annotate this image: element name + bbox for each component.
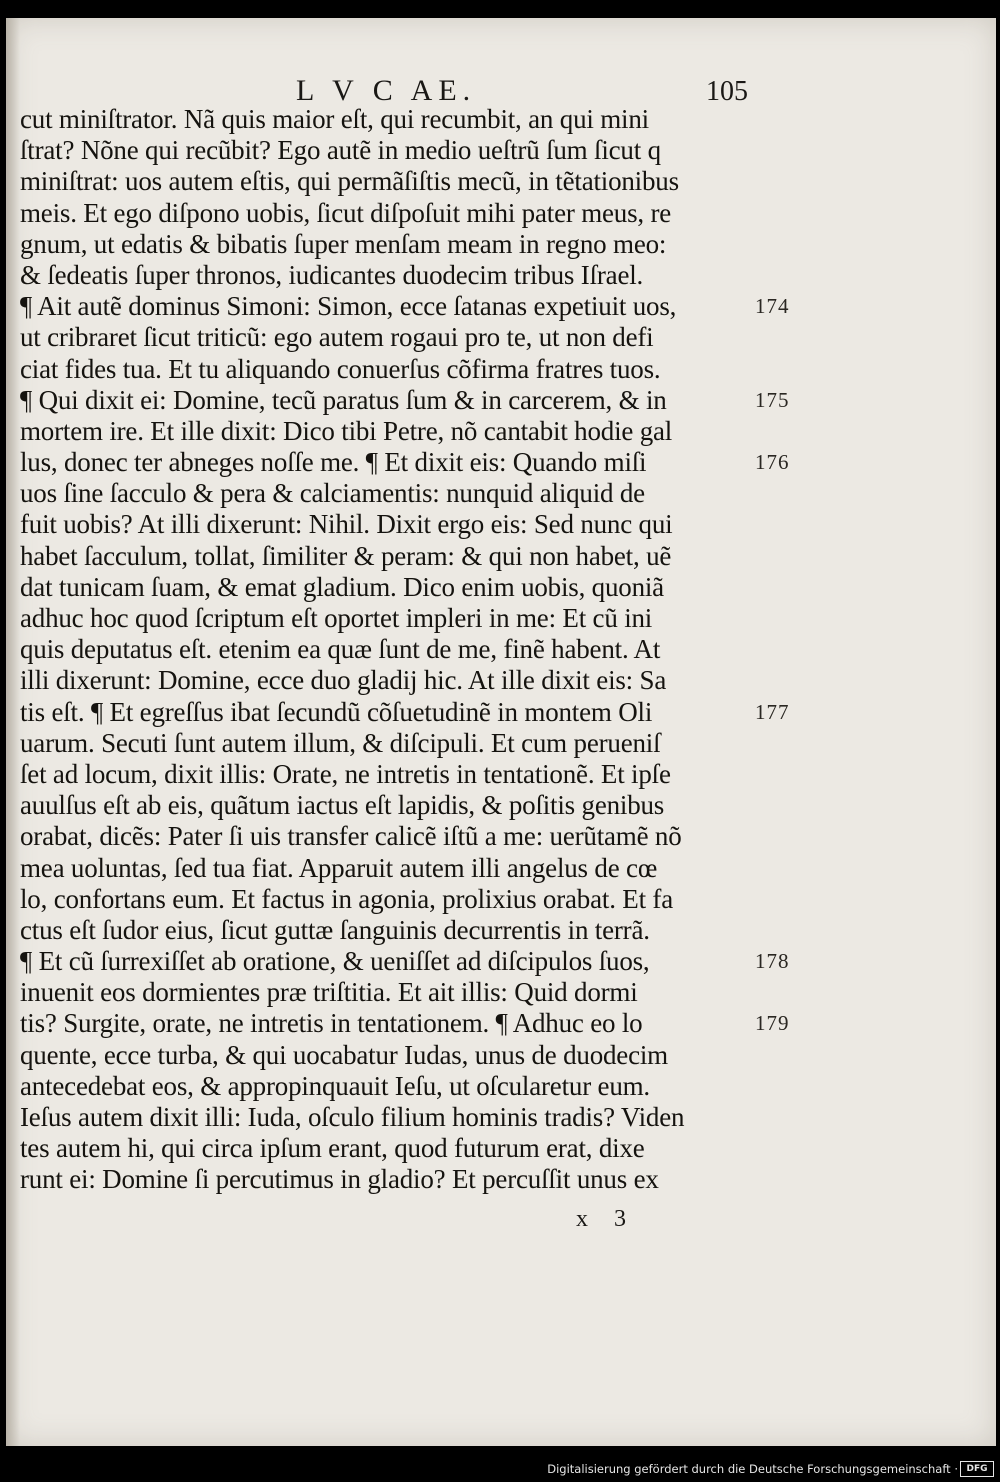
- text-line: [20, 541, 780, 572]
- line-text: tis eſt. ¶ Et egreſſus ibat ſecundũ cõſuetudinẽ in montem Oli: [20, 696, 653, 727]
- text-line: [20, 790, 780, 821]
- line-text: illi dixerunt: Domine, ecce duo gladij hic. At ille dixit eis: Sa: [20, 665, 667, 696]
- line-text: mortem ire. Et ille dixit: Dico tibi Petre, nõ cantabit hodie gal: [20, 415, 673, 446]
- text-line: [20, 478, 780, 509]
- text-line: [20, 104, 780, 135]
- line-text: ¶ Ait autẽ dominus Simoni: Simon, ecce ſatanas expetiuit uos,: [20, 291, 677, 322]
- line-text: antecedebat eos, & appropinquauit Ieſu, ut oſcularetur eum.: [20, 1070, 650, 1101]
- line-text: uos ſine ſacculo & pera & calciamentis: nunquid aliquid de: [20, 478, 645, 509]
- text-line: [20, 1008, 790, 1039]
- text-line: [20, 759, 780, 790]
- line-text: runt ei: Domine ſi percutimus in gladio? Et percuſſit unus ex: [20, 1164, 659, 1195]
- line-text: orabat, dicẽs: Pater ſi uis transfer calicẽ iſtũ a me: uerũtamẽ nõ: [20, 821, 682, 852]
- line-text: habet ſacculum, tollat, ſimiliter & peram: & qui non habet, uẽ: [20, 540, 672, 571]
- line-text: quis deputatus eſt. etenim ea quæ ſunt de me, finẽ habent. At: [20, 634, 661, 665]
- text-line: [20, 447, 790, 478]
- text-line: [20, 696, 790, 728]
- signature-mark: x 3: [576, 1206, 636, 1232]
- text-line: [20, 665, 780, 696]
- page-number: 105: [706, 76, 748, 107]
- line-text: ctus eſt ſudor eius, ſicut guttæ ſanguinis decurrentis in terrã.: [20, 914, 650, 945]
- line-text: uarum. Secuti ſunt autem illum, & diſcipuli. Et cum perueniſ: [20, 727, 661, 758]
- line-text: tis? Surgite, orate, ne intretis in tentationem. ¶ Adhuc eo lo: [20, 1008, 643, 1039]
- text-line: [20, 260, 780, 291]
- text-block: [20, 104, 790, 1196]
- verse-number: 175: [755, 387, 790, 412]
- verse-number: 178: [755, 949, 790, 974]
- book-page: [6, 18, 996, 1446]
- text-line: [20, 946, 790, 977]
- verse-number: 177: [755, 699, 790, 724]
- running-head: L V C AE.: [296, 74, 477, 107]
- text-line: [20, 322, 780, 353]
- line-text: inuenit eos dormientes præ triſtitia. Et ait illis: Quid dormi: [20, 977, 638, 1008]
- line-text: cut miniſtrator. Nã quis maior eſt, qui recumbit, an qui mini: [20, 104, 649, 134]
- dfg-logo: DFG: [960, 1461, 994, 1477]
- line-text: meis. Et ego diſpono uobis, ſicut diſpoſuit mihi pater meus, re: [20, 197, 672, 228]
- text-line: [20, 1040, 780, 1071]
- verse-number: 176: [755, 450, 790, 475]
- text-line: [20, 416, 780, 447]
- text-line: [20, 354, 780, 385]
- line-text: dat tunicam ſuam, & emat gladium. Dico enim uobis, quoniã: [20, 571, 664, 602]
- text-line: [20, 603, 780, 634]
- text-line: [20, 821, 780, 852]
- verse-number: 179: [755, 1011, 790, 1036]
- line-text: lo, confortans eum. Et factus in agonia, prolixius orabat. Et fa: [20, 883, 674, 914]
- text-line: [20, 509, 780, 540]
- line-text: ciat fides tua. Et tu aliquando conuerſus cõfirma fratres tuos.: [20, 353, 661, 384]
- footer-bar: [0, 1446, 1000, 1482]
- line-text: auulſus eſt ab eis, quãtum iactus eſt lapidis, & poſitis genibus: [20, 790, 665, 821]
- line-text: mea uoluntas, ſed tua fiat. Apparuit autem illi angelus de cœ: [20, 852, 658, 883]
- line-text: ut cribraret ſicut triticũ: ego autem rogaui pro te, ut non defi: [20, 322, 654, 353]
- text-line: [20, 634, 780, 665]
- line-text: fuit uobis? At illi dixerunt: Nihil. Dixit ergo eis: Sed nunc qui: [20, 509, 673, 540]
- line-text: gnum, ut edatis & bibatis ſuper menſam meam in regno meo:: [20, 228, 667, 259]
- text-line: [20, 135, 780, 166]
- line-text: miniſtrat: uos autem eſtis, qui permãſiſtis mecũ, in tẽtationibus: [20, 166, 679, 197]
- line-text: & ſedeatis ſuper thronos, iudicantes duodecim tribus Iſrael.: [20, 259, 644, 290]
- line-text: lus, donec ter abneges noſſe me. ¶ Et dixit eis: Quando miſi: [20, 447, 647, 478]
- line-text: ſtrat? Nõne qui recũbit? Ego autẽ in medio ueſtrũ ſum ſicut q: [20, 135, 661, 166]
- text-line: [20, 1164, 780, 1195]
- text-line: [20, 1133, 780, 1164]
- text-line: [20, 1102, 780, 1133]
- text-line: [20, 728, 780, 759]
- text-line: [20, 291, 790, 322]
- text-line: [20, 1071, 780, 1102]
- text-line: [20, 166, 780, 197]
- line-text: quente, ecce turba, & qui uocabatur Iudas, unus de duodecim: [20, 1039, 668, 1070]
- text-line: [20, 384, 790, 416]
- line-text: adhuc hoc quod ſcriptum eſt oportet impleri in me: Et cũ ini: [20, 603, 653, 633]
- text-line: [20, 977, 780, 1008]
- text-line: [20, 884, 780, 915]
- line-text: ¶ Et cũ ſurrexiſſet ab oratione, & ueniſſet ad diſcipulos ſuos,: [20, 946, 650, 977]
- funding-credit: Digitalisierung gefördert durch die Deutsche Forschungsgemeinschaft ·: [547, 1462, 958, 1476]
- text-line: [20, 198, 780, 229]
- line-text: ſet ad locum, dixit illis: Orate, ne intretis in tentationẽ. Et ipſe: [20, 758, 671, 789]
- text-line: [20, 853, 780, 884]
- verse-number: 174: [755, 294, 790, 319]
- text-line: [20, 572, 780, 603]
- line-text: Ieſus autem dixit illi: Iuda, oſculo filium hominis tradis? Viden: [20, 1102, 685, 1132]
- text-line: [20, 915, 780, 946]
- text-line: [20, 229, 780, 260]
- line-text: ¶ Qui dixit ei: Domine, tecũ paratus ſum & in carcerem, & in: [20, 384, 667, 415]
- line-text: tes autem hi, qui circa ipſum erant, quod futurum erat, dixe: [20, 1133, 645, 1164]
